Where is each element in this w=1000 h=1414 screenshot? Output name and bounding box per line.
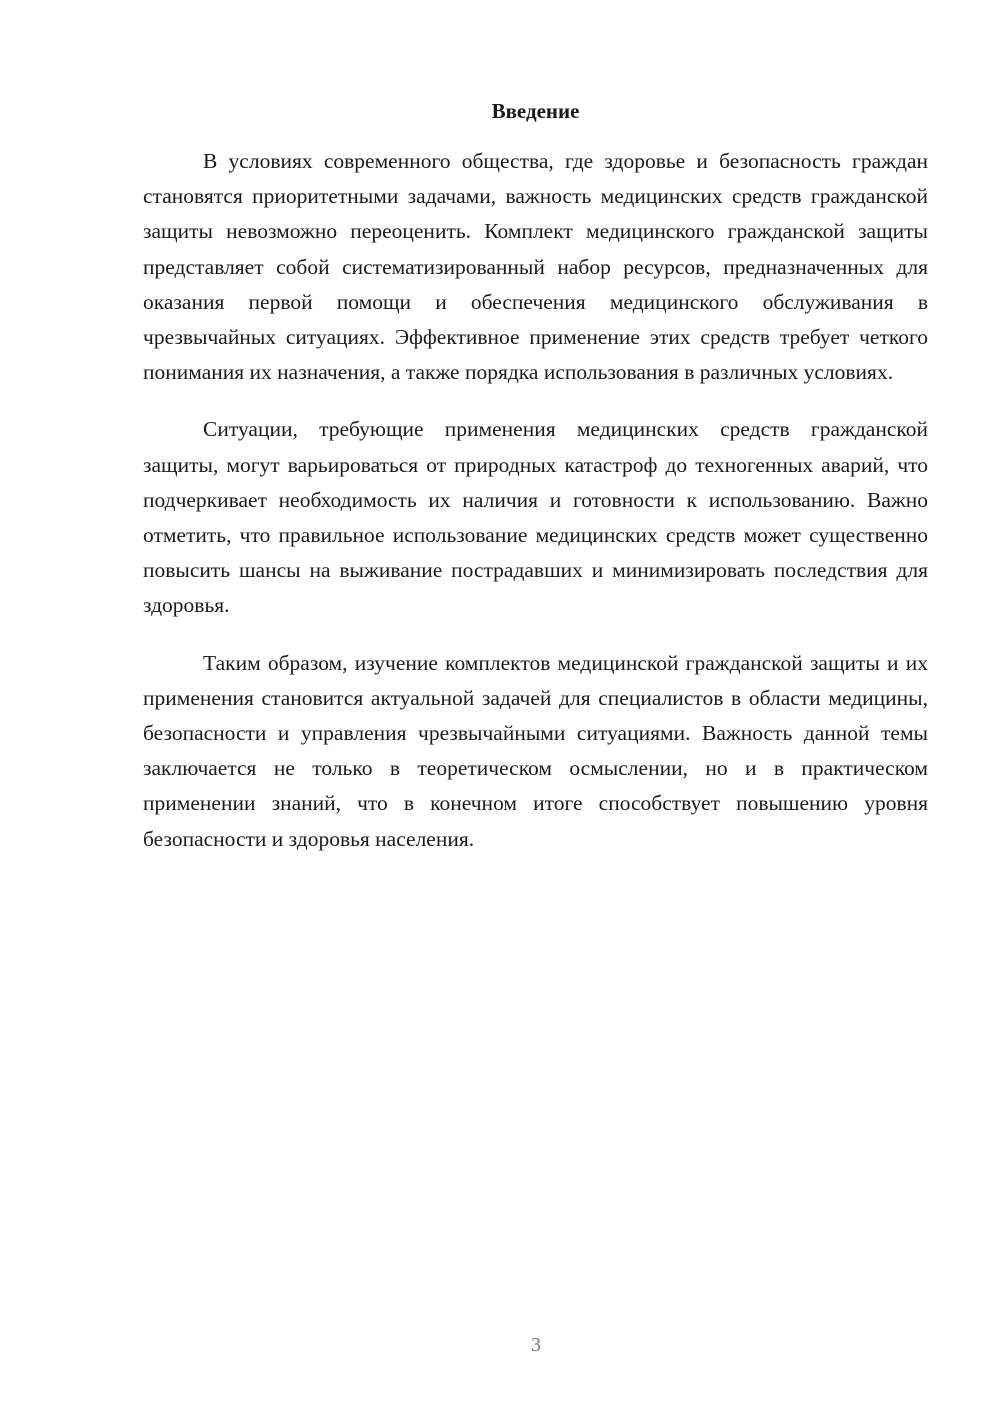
paragraph-2: Ситуации, требующие применения медицинских средств гражданской защиты, могут варьироваться от природных катастроф до техногенных аварий, что подчеркивает необходимость их наличия и готовности к использованию. Важно отметить, что правильное использование медицинских средств может существенно повысить шансы на выживание пострадавших и минимизировать последствия для здоровья. <box>143 417 928 618</box>
section-title: Введение <box>491 99 580 123</box>
paragraph-1: В условиях современного общества, где здоровье и безопасность граждан становятся приоритетными задачами, важность медицинских средств гражданской защиты невозможно переоценить. Комплект медицинского гражданской защиты представляет собой систематизированный набор ресурсов, предназначенных для оказания первой помощи и обеспечения медицинского обслуживания в чрезвычайных ситуациях. Эффективное применение этих средств требует четкого понимания их назначения, а также порядка использования в различных условиях. <box>143 149 928 385</box>
paragraph-3: Таким образом, изучение комплектов медицинской гражданской защиты и их применения становится актуальной задачей для специалистов в области медицины, безопасности и управления чрезвычайными ситуациями. Важность данной темы заключается не только в теоретическом осмыслении, но и в практическом применении знаний, что в конечном итоге способствует повышению уровня безопасности и здоровья населения. <box>143 650 928 851</box>
page-number: 3 <box>531 1334 541 1356</box>
document-body <box>143 96 928 879</box>
